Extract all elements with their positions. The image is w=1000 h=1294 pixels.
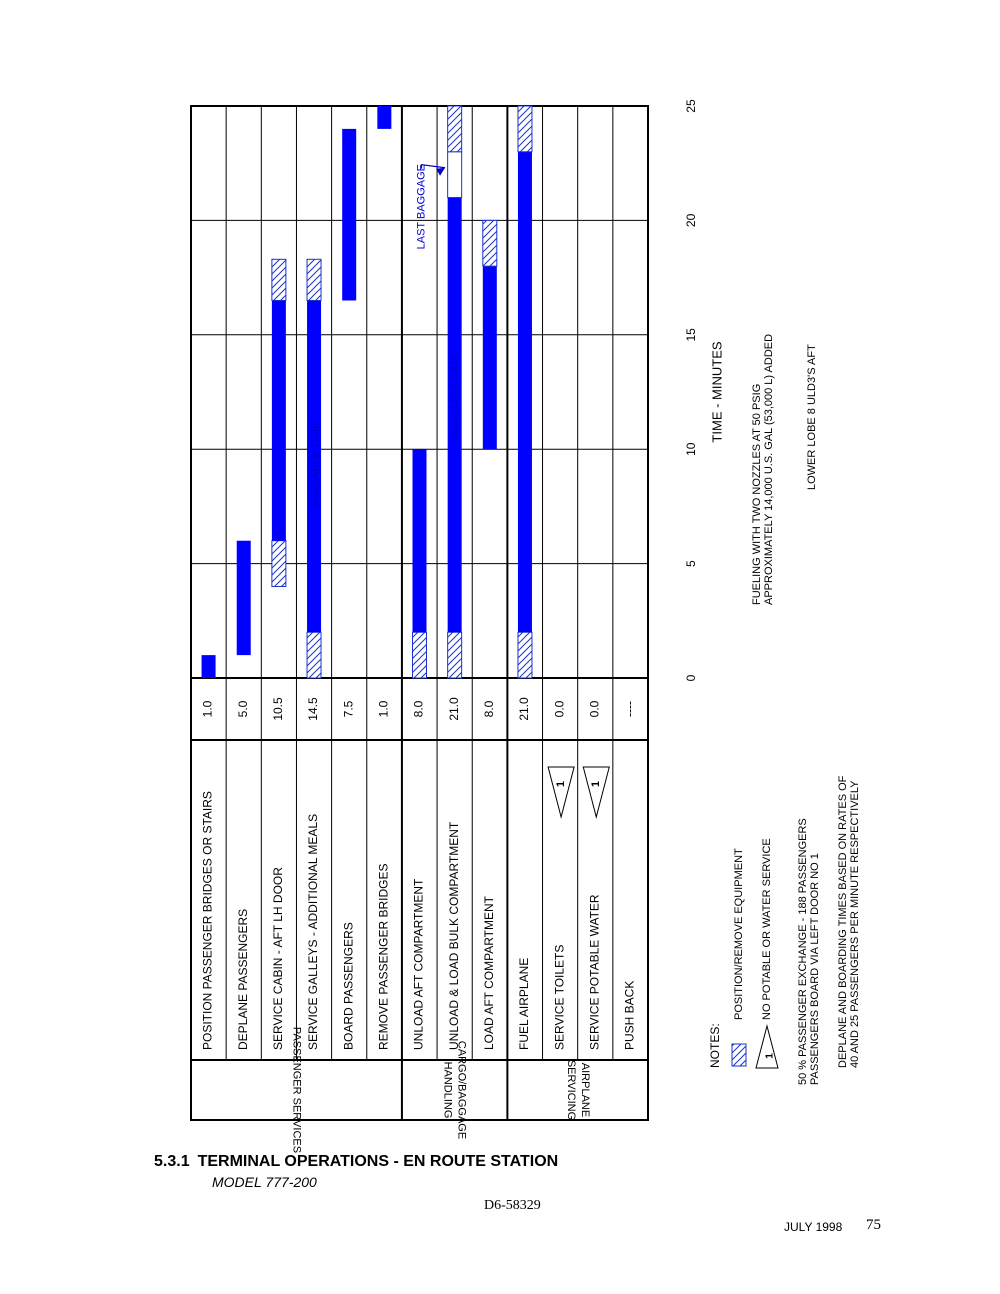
gantt-bar-hatched: [272, 259, 286, 300]
notes-title: NOTES:: [708, 1023, 723, 1068]
gantt-bar-hatched: [448, 106, 462, 152]
duration-value: 5.0: [235, 700, 250, 718]
duration-value: 1.0: [376, 700, 391, 718]
legend-hatched-box-icon: [732, 1044, 746, 1066]
duration-value: 21.0: [517, 697, 532, 721]
gantt-bar-solid: [413, 449, 427, 632]
note-flag-number: 1: [555, 780, 568, 788]
task-label: SERVICE CABIN - AFT LH DOOR: [271, 867, 286, 1050]
group-label: AIRPLANE: [578, 1062, 591, 1118]
time-tick-label: 0: [684, 674, 699, 682]
bottom-note-line: 40 AND 25 PASSENGERS PER MINUTE RESPECTIVELY: [848, 780, 861, 1068]
time-tick-label: 15: [684, 328, 699, 342]
task-label: BOARD PASSENGERS: [341, 922, 356, 1050]
legend-triangle-number: 1: [764, 1053, 776, 1059]
gantt-bar-solid: [237, 541, 251, 655]
gantt-bar-hatched: [307, 259, 321, 300]
task-label: SERVICE POTABLE WATER: [587, 894, 602, 1050]
time-tick-label: 10: [684, 442, 699, 456]
annotation-label: LAST BAGGAGE: [415, 163, 428, 250]
gantt-bar-outline: [448, 152, 462, 198]
gantt-bar-solid: [483, 266, 497, 449]
legend-text: POSITION/REMOVE EQUIPMENT: [732, 848, 745, 1020]
task-label: FUEL AIRPLANE: [517, 957, 532, 1050]
duration-value: 7.5: [341, 700, 356, 718]
duration-value: 0.0: [587, 700, 602, 718]
page-number: 75: [866, 1217, 881, 1233]
gantt-bar-hatched: [272, 541, 286, 587]
duration-value: 21.0: [446, 697, 461, 721]
task-label: SERVICE TOILETS: [552, 944, 567, 1050]
task-label: SERVICE GALLEYS - ADDITIONAL MEALS: [306, 813, 321, 1050]
gantt-bar-solid: [377, 106, 391, 129]
gantt-bar-hatched: [518, 106, 532, 152]
bottom-note-line: DEPLANE AND BOARDING TIMES BASED ON RATES OF: [836, 775, 849, 1068]
gantt-bar-solid: [342, 129, 356, 301]
gantt-bar-hatched: [483, 220, 497, 266]
duration-value: 8.0: [481, 700, 496, 718]
gantt-bar-solid: [518, 152, 532, 632]
task-label: DEPLANE PASSENGERS: [235, 908, 250, 1050]
task-label: UNLOAD & LOAD BULK COMPARTMENT: [446, 821, 461, 1050]
legend-text: NO POTABLE OR WATER SERVICE: [760, 838, 773, 1020]
gantt-bar-hatched: [307, 632, 321, 678]
time-tick-label: 25: [684, 99, 699, 113]
task-label: POSITION PASSENGER BRIDGES OR STAIRS: [200, 791, 215, 1050]
gantt-bar-hatched: [413, 632, 427, 678]
task-label: UNLOAD AFT COMPARTMENT: [411, 878, 426, 1050]
fueling-note-line: LOWER LOBE 8 ULD3'S AFT: [805, 344, 818, 490]
group-label: SERVICING: [564, 1059, 577, 1121]
duration-value: 8.0: [411, 700, 426, 718]
bottom-note-line: PASSENGERS BOARD VIA LEFT DOOR NO 1: [808, 853, 821, 1085]
note-flag-triangle-icon: [583, 767, 609, 817]
duration-value: 0.0: [552, 700, 567, 718]
group-label: PASSENGER SERVICES: [290, 1026, 303, 1154]
document-number: D6-58329: [484, 1198, 541, 1213]
gantt-bar-hatched: [448, 632, 462, 678]
time-tick-label: 5: [684, 560, 699, 567]
gantt-bar-solid: [202, 655, 216, 678]
duration-value: 10.5: [271, 697, 286, 721]
section-title-text: TERMINAL OPERATIONS - EN ROUTE STATION: [197, 1153, 559, 1170]
duration-value: ----: [622, 701, 637, 717]
group-label: CARGO/BAGGAGE: [455, 1040, 468, 1140]
model-label: MODEL 777-200: [212, 1174, 317, 1190]
task-label: REMOVE PASSENGER BRIDGES: [376, 863, 391, 1050]
section-number: 5.3.1: [154, 1153, 190, 1170]
task-label: PUSH BACK: [622, 980, 637, 1050]
fueling-note-line: APPROXIMATELY 14,000 U.S. GAL (53,000 L) ADDED: [762, 333, 775, 605]
annotation-label: AVAILABLE TIME: [309, 421, 322, 509]
annotation-label: AVAILABLE TIME: [450, 353, 463, 440]
task-label: LOAD AFT COMPARTMENT: [481, 895, 496, 1050]
duration-value: 14.5: [306, 697, 321, 721]
section-title: [154, 1153, 558, 1171]
group-label: HANDLING: [441, 1061, 454, 1119]
duration-value: 1.0: [200, 700, 215, 718]
fueling-note-line: FUELING WITH TWO NOZZLES AT 50 PSIG: [750, 383, 763, 605]
revision-date: JULY 1998: [784, 1220, 843, 1234]
note-flag-triangle-icon: [548, 767, 574, 817]
time-tick-label: 20: [684, 213, 699, 228]
bottom-note-line: 50 % PASSENGER EXCHANGE - 188 PASSENGERS: [796, 818, 809, 1085]
note-flag-number: 1: [590, 780, 603, 788]
time-axis-label: TIME - MINUTES: [709, 341, 725, 443]
legend-triangle-icon: [756, 1026, 778, 1068]
gantt-bar-solid: [272, 300, 286, 540]
gantt-bar-hatched: [518, 632, 532, 678]
